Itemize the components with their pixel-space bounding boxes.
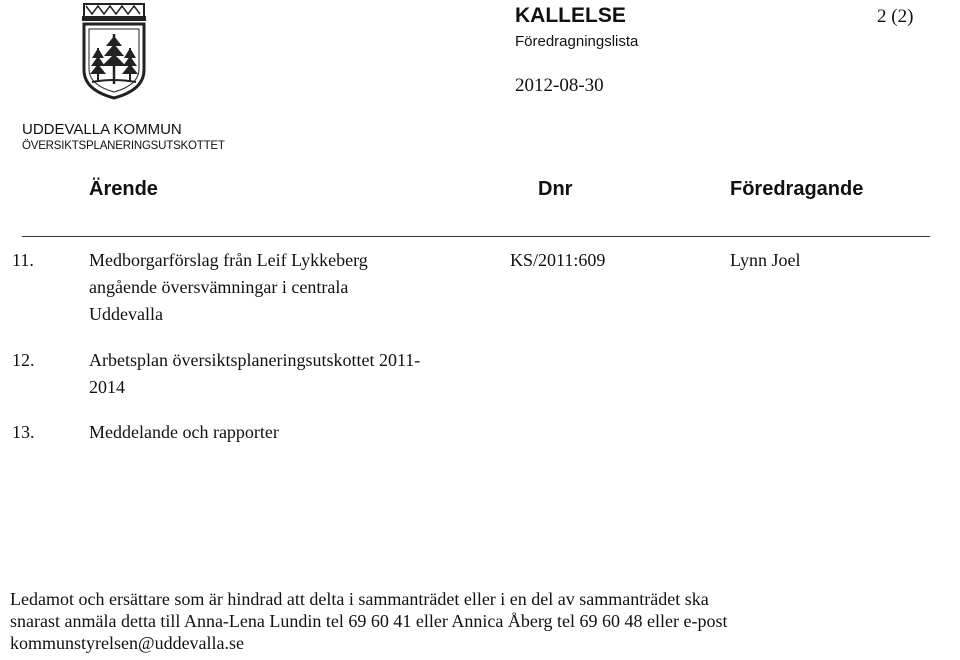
item-title [89,247,368,328]
notice-line: snarast anmäla detta till Anna-Lena Lundin tel 69 60 41 eller Annica Åberg tel 69 60 48 eller e-post [10,611,728,631]
item-title-line: Meddelande och rapporter [89,422,279,442]
notice-email: kommunstyrelsen@uddevalla.se [10,633,245,653]
item-title-line: Medborgarförslag från Leif Lykkeberg [89,250,368,270]
item-title [89,419,279,446]
item-presenter: Lynn Joel [730,250,801,270]
organization-block [22,122,225,154]
item-title-line: 2014 [89,377,125,397]
item-number: 13. [12,422,35,442]
department-name: ÖVERSIKTSPLANERINGSUTSKOTTET [22,140,225,152]
item-title-line: angående översvämningar i centrala [89,277,349,297]
column-header-foredragande: Föredragande [730,178,864,200]
document-type: KALLELSE [515,4,626,27]
header-divider [22,236,930,237]
item-title [89,347,420,401]
column-header-arende: Ärende [89,178,158,200]
notice-line: Ledamot och ersättare som är hindrad att delta i sammanträdet eller i en del av sammanträdet ska [10,589,709,609]
item-number: 12. [12,350,35,370]
organization-name: UDDEVALLA KOMMUN [22,121,182,138]
document-subtitle: Föredragningslista [515,33,639,50]
item-number: 11. [12,250,34,270]
uddevalla-coat-of-arms-logo [78,2,150,100]
item-title-line: Arbetsplan översiktsplaneringsutskottet 2011- [89,350,421,370]
column-header-dnr: Dnr [538,178,573,200]
item-dnr: KS/2011:609 [510,250,606,270]
document-date: 2012-08-30 [515,75,604,96]
page-number: 2 (2) [877,6,914,27]
item-title-line: Uddevalla [89,304,163,324]
attendance-notice [10,588,955,654]
